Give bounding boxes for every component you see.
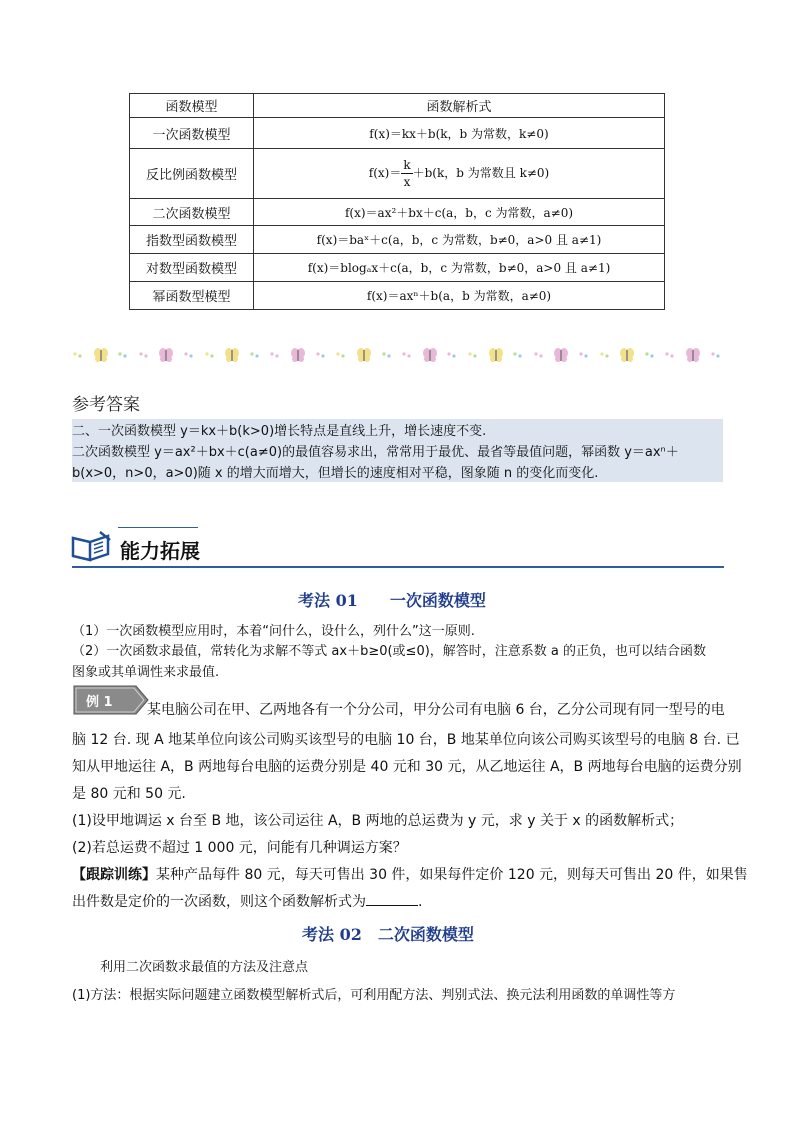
answer-title: 参考答案	[72, 395, 140, 415]
book-icon	[70, 530, 114, 566]
dot-icon	[599, 350, 611, 360]
dot-icon	[644, 350, 656, 360]
dot-icon	[183, 350, 195, 360]
example-question-1: (1)设甲地调运 x 台至 B 地，该公司运往 A，B 两地的总运费为 y 元，求 y 关于 x 的函数解析式；	[72, 813, 684, 829]
follow-up-text: 出件数是定价的一次函数，则这个函数解析式为	[72, 894, 366, 910]
butterfly-icon	[422, 347, 438, 363]
dot-icon	[512, 350, 524, 360]
dot-icon	[249, 350, 261, 360]
model-cell: 二次函数模型	[130, 199, 254, 226]
section-top-rule	[118, 527, 198, 528]
follow-up-text: 某种产品每件 80 元，每天可售出 30 件，如果每件定价 120 元，则每天可售出 20 件，如果售	[156, 867, 748, 883]
header-formula: 函数解析式	[254, 94, 665, 118]
table-row	[130, 254, 665, 282]
formula-cell: f(x)＝axⁿ＋b(a，b 为常数，a≠0)	[254, 282, 665, 310]
answer-blank	[366, 891, 418, 906]
butterfly-icon	[158, 347, 174, 363]
answer-box	[72, 419, 723, 482]
butterfly-icon	[553, 347, 569, 363]
dot-icon	[138, 350, 150, 360]
formula-post: ＋b(k，b 为常数且 k≠0)	[412, 166, 550, 180]
dot-icon	[269, 350, 281, 360]
model-cell: 指数型函数模型	[130, 226, 254, 254]
follow-up-line-2	[72, 888, 422, 916]
butterfly-divider	[72, 344, 722, 366]
formula-cell: f(x)＝blogₐx＋c(a，b，c 为常数，b≠0，a>0 且 a≠1)	[254, 254, 665, 282]
dot-icon	[315, 350, 327, 360]
table-row	[130, 282, 665, 310]
method1-point2: （2）一次函数求最值，常转化为求解不等式 ax＋b≥0(或≤0)，解答时，注意系数 a 的正负，也可以结合函数	[72, 644, 707, 659]
answer-line: 二、一次函数模型 y＝kx＋b(k>0)增长特点是直线上升，增长速度不变.	[72, 424, 487, 439]
fraction-denominator: x	[403, 175, 411, 189]
example-line: 知从甲地运往 A，B 两地每台电脑的运费分别是 40 元和 30 元，从乙地运往 A，B 两地每台电脑的运费分别	[72, 759, 742, 775]
butterfly-icon	[619, 347, 635, 363]
formula-cell: f(x)＝ax²＋bx＋c(a，b，c 为常数，a≠0)	[254, 199, 665, 226]
method1-title: 考法 01 一次函数模型	[298, 591, 486, 610]
butterfly-icon	[488, 347, 504, 363]
fraction	[401, 157, 412, 190]
butterfly-icon	[93, 347, 109, 363]
dot-icon	[533, 350, 545, 360]
example-line: 是 80 元和 50 元.	[72, 786, 186, 802]
table-row	[130, 226, 665, 254]
dot-icon	[401, 350, 413, 360]
dot-icon	[117, 350, 129, 360]
example-badge	[72, 684, 152, 716]
example-badge-label: 例 1	[86, 695, 113, 710]
fraction-numerator: k	[403, 158, 411, 172]
formula-pre: f(x)＝	[368, 166, 402, 180]
answer-line: b(x>0，n>0，a>0)随 x 的增大而增大，但增长的速度相对平稳，图象随 n 的变化而变化.	[72, 466, 599, 481]
table-row	[130, 199, 665, 226]
dot-icon	[72, 350, 84, 360]
follow-up-label: 【跟踪训练】	[72, 867, 156, 883]
model-cell: 一次函数模型	[130, 118, 254, 149]
dot-icon	[664, 350, 676, 360]
butterfly-icon	[290, 347, 306, 363]
method2-line: (1)方法：根据实际问题建立函数模型解析式后，可利用配方法、判别式法、换元法利用函数的单调性等方	[72, 988, 676, 1003]
butterfly-icon	[224, 347, 240, 363]
table-header-row	[130, 94, 665, 118]
answer-line: 二次函数模型 y＝ax²＋bx＋c(a≠0)的最值容易求出，常常用于最优、最省等最值问题，幂函数 y＝axⁿ＋	[72, 445, 679, 460]
dot-icon	[710, 350, 722, 360]
example-question-2: (2)若总运费不超过 1 000 元，问能有几种调运方案？	[72, 840, 407, 856]
function-model-table	[129, 93, 665, 310]
dot-icon	[335, 350, 347, 360]
formula-cell: f(x)＝kx＋b(k，b 为常数，k≠0)	[254, 118, 665, 149]
dot-icon	[467, 350, 479, 360]
model-cell: 反比例函数模型	[130, 149, 254, 199]
dot-icon	[381, 350, 393, 360]
butterfly-icon	[356, 347, 372, 363]
butterfly-icon	[685, 347, 701, 363]
method1-point2-cont: 图象或其单调性来求最值.	[72, 665, 220, 680]
follow-up-end: .	[418, 894, 423, 910]
method2-title: 考法 02 二次函数模型	[302, 925, 474, 944]
header-model: 函数模型	[130, 94, 254, 118]
method2-intro: 利用二次函数求最值的方法及注意点	[100, 960, 309, 975]
model-cell: 幂函数型模型	[130, 282, 254, 310]
dot-icon	[446, 350, 458, 360]
follow-up-line	[72, 861, 748, 889]
formula-cell: f(x)＝baˣ＋c(a，b，c 为常数，b≠0，a>0 且 a≠1)	[254, 226, 665, 254]
section-title: 能力拓展	[120, 539, 200, 563]
table-row	[130, 118, 665, 149]
formula-cell	[254, 149, 665, 199]
table-row	[130, 149, 665, 199]
dot-icon	[578, 350, 590, 360]
example-line: 脑 12 台. 现 A 地某单位向该公司购买该型号的电脑 10 台，B 地某单位向该公司购买该型号的电脑 8 台. 已	[72, 732, 740, 748]
model-cell: 对数型函数模型	[130, 254, 254, 282]
section-rule	[72, 566, 724, 568]
method1-point1: （1）一次函数模型应用时，本着“问什么，设什么，列什么”这一原则.	[72, 624, 475, 639]
dot-icon	[204, 350, 216, 360]
example-line: 某电脑公司在甲、乙两地各有一个分公司，甲分公司有电脑 6 台，乙分公司现有同一型号的电	[147, 702, 725, 718]
